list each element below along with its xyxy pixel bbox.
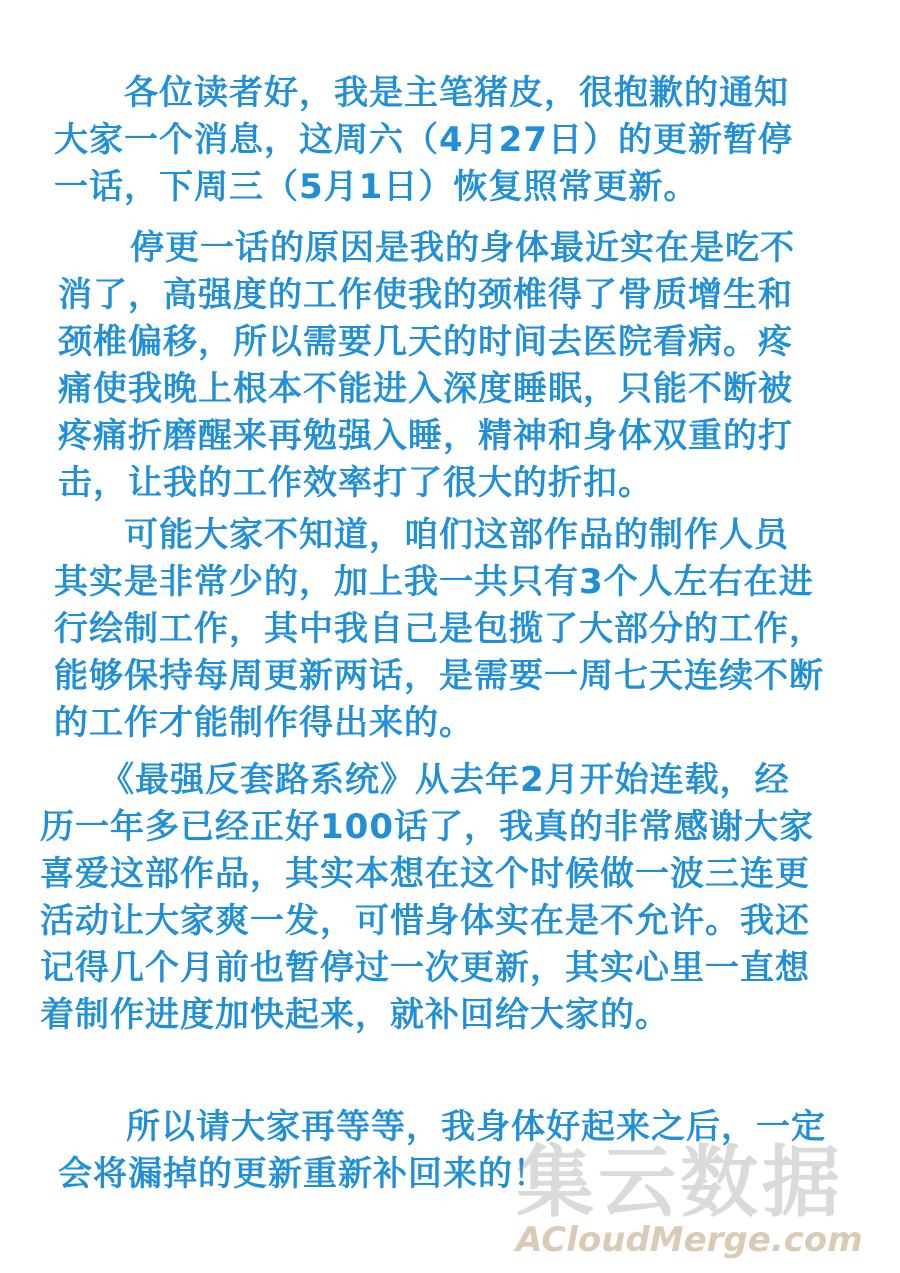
paragraph-3-line-3: 行绘制工作，其中我自己是包揽了大部分的工作， — [54, 609, 824, 649]
paragraph-5-line-1: 所以请大家再等等，我身体好起来之后，一定 — [126, 1107, 826, 1147]
paragraph-4-line-6: 着制作进度加快起来，就补回给大家的。 — [40, 995, 670, 1035]
paragraph-3-line-4: 能够保持每周更新两话，是需要一周七天连续不断 — [54, 656, 824, 696]
paragraph-4-line-5: 记得几个月前也暂停过一次更新，其实心里一直想 — [40, 948, 810, 988]
paragraph-4 — [40, 757, 814, 1039]
paragraph-3 — [54, 512, 824, 747]
paragraph-5 — [58, 1104, 826, 1198]
paragraph-2-line-2: 消了，高强度的工作使我的颈椎得了骨质增生和 — [58, 275, 793, 315]
paragraph-2-line-1: 停更一话的原因是我的身体最近实在是吃不 — [130, 228, 795, 268]
paragraph-2-line-3: 颈椎偏移，所以需要几天的时间去医院看病。疼 — [58, 322, 793, 362]
paragraph-3-line-2: 其实是非常少的，加上我一共只有3个人左右在进 — [54, 562, 814, 602]
paragraph-2-line-5: 疼痛折磨醒来再勉强入睡，精神和身体双重的打 — [58, 416, 793, 456]
paragraph-2-line-4: 痛使我晚上根本不能进入深度睡眠，只能不断被 — [58, 369, 793, 409]
paragraph-1 — [54, 70, 793, 211]
paragraph-3-line-5: 的工作才能制作得出来的。 — [54, 703, 474, 743]
paragraph-1-line-1: 各位读者好，我是主笔猪皮，很抱歉的通知 — [124, 73, 789, 113]
paragraph-5-line-2: 会将漏掉的更新重新补回来的！ — [58, 1154, 548, 1194]
paragraph-4-line-2: 历一年多已经正好100话了，我真的非常感谢大家 — [40, 807, 814, 847]
watermark-en-text: ACloudMerge.com — [516, 1220, 863, 1260]
paragraph-4-line-3: 喜爱这部作品，其实本想在这个时候做一波三连更 — [40, 854, 810, 894]
paragraph-2-line-6: 击，让我的工作效率打了很大的折扣。 — [58, 463, 653, 503]
paragraph-3-line-1: 可能大家不知道，咱们这部作品的制作人员 — [124, 515, 789, 555]
paragraph-4-line-4: 活动让大家爽一发，可惜身体实在是不允许。我还 — [40, 901, 810, 941]
paragraph-1-line-3: 一话，下周三（5月1日）恢复照常更新。 — [54, 167, 699, 207]
paragraph-2 — [58, 225, 795, 507]
paragraph-1-line-2: 大家一个消息，这周六（4月27日）的更新暂停 — [54, 120, 793, 160]
paragraph-4-line-1: 《最强反套路系统》从去年2月开始连载，经 — [100, 760, 790, 800]
watermark-cn-text: 集云数据 — [516, 1138, 845, 1228]
